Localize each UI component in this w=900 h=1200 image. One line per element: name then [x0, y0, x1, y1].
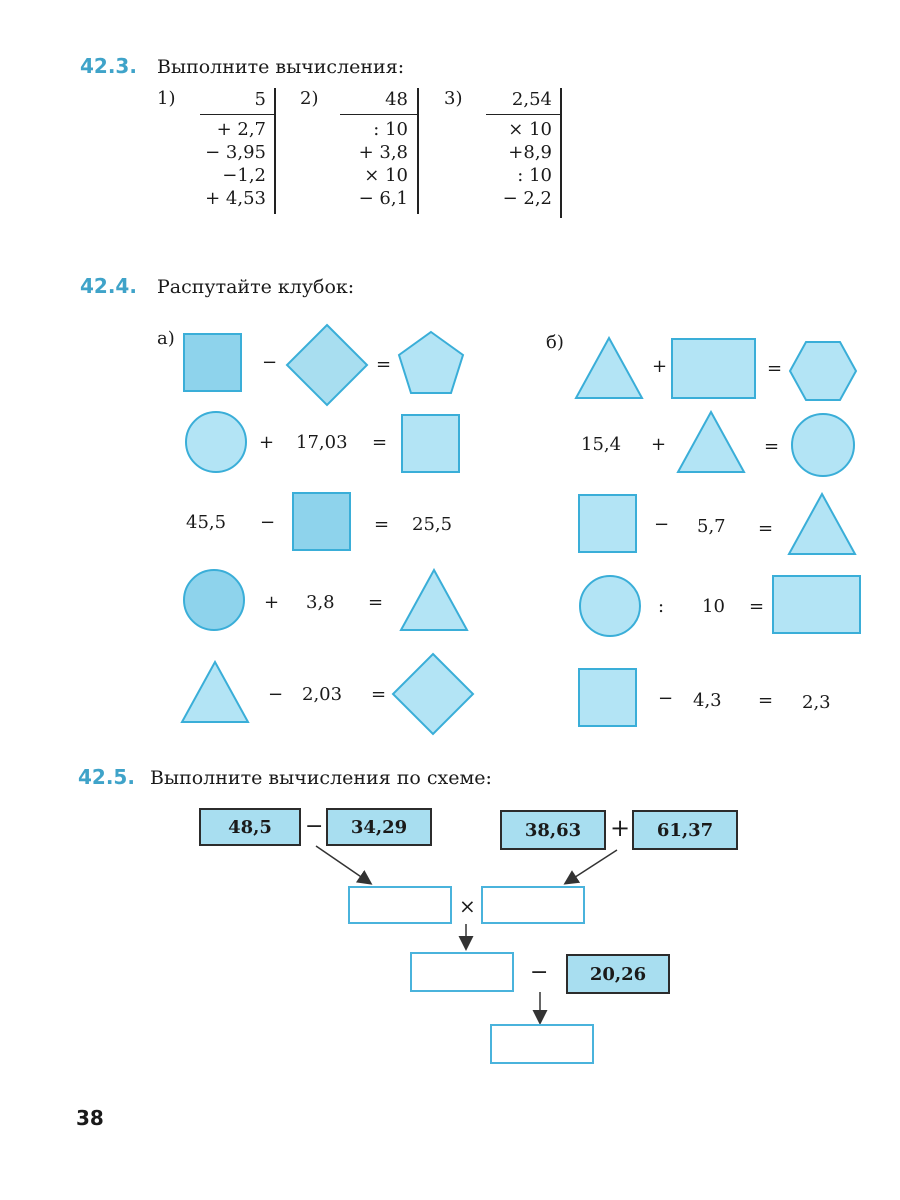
number-value: 15,4: [581, 434, 622, 455]
exercise-title-42-5: Выполните вычисления по схеме:: [150, 767, 492, 789]
equals-sign: =: [372, 432, 388, 453]
plus-sign: +: [610, 814, 631, 842]
exercise-title-42-4: Распутайте клубок:: [157, 276, 355, 298]
op-line: − 3,95: [205, 142, 266, 163]
operator-sign: −: [654, 514, 670, 535]
number-value: 10: [702, 596, 725, 617]
part-a-label: а): [157, 328, 175, 349]
operator-sign: −: [260, 512, 276, 533]
minus-sign: −: [305, 814, 324, 839]
op-line: × 10: [508, 119, 552, 140]
page-number: 38: [76, 1106, 104, 1130]
operator-sign: −: [658, 688, 674, 709]
op-line: : 10: [373, 119, 408, 140]
equals-sign: =: [749, 596, 765, 617]
column-start-3: 2,54: [511, 89, 552, 110]
operator-sign: +: [651, 434, 667, 455]
operator-sign: −: [262, 352, 278, 373]
equals-sign: =: [767, 358, 783, 379]
answer-box-result[interactable]: [490, 1024, 594, 1064]
equals-sign: =: [376, 354, 392, 375]
operator-sign: +: [259, 432, 275, 453]
op-line: +8,9: [508, 142, 552, 163]
value-box-a2: 34,29: [326, 808, 432, 846]
exercise-number-42-4: 42.4.: [80, 274, 137, 298]
value-box-a1: 48,5: [199, 808, 301, 846]
number-value: 4,3: [693, 690, 722, 711]
answer-box-product-right[interactable]: [481, 886, 585, 924]
op-line: + 4,53: [205, 188, 266, 209]
multiply-sign: ×: [459, 894, 476, 918]
equals-sign: =: [374, 514, 390, 535]
number-value: 2,3: [802, 692, 831, 713]
equals-sign: =: [371, 684, 387, 705]
minus-sign: −: [530, 960, 549, 985]
operator-sign: +: [264, 592, 280, 613]
operator-sign: :: [658, 596, 665, 617]
exercise-title-42-3: Выполните вычисления:: [157, 56, 405, 78]
op-line: −1,2: [222, 165, 266, 186]
column-start-2: 48: [385, 89, 408, 110]
op-line: × 10: [364, 165, 408, 186]
column-label-2: 2): [300, 88, 319, 109]
column-start-1: 5: [254, 89, 266, 110]
exercise-number-42-5: 42.5.: [78, 765, 135, 789]
number-value: 3,8: [306, 592, 335, 613]
op-line: − 2,2: [502, 188, 552, 209]
equals-sign: =: [758, 690, 774, 711]
operator-sign: +: [652, 356, 668, 377]
column-label-1: 1): [157, 88, 176, 109]
number-value: 17,03: [296, 432, 348, 453]
op-line: − 6,1: [358, 188, 408, 209]
exercise-number-42-3: 42.3.: [80, 54, 137, 78]
answer-box-product[interactable]: [410, 952, 514, 992]
answer-box-product-left[interactable]: [348, 886, 452, 924]
value-box-c: 20,26: [566, 954, 670, 994]
equals-sign: =: [368, 592, 384, 613]
equals-sign: =: [758, 518, 774, 539]
op-line: + 3,8: [358, 142, 408, 163]
number-value: 2,03: [302, 684, 343, 705]
op-line: + 2,7: [216, 119, 266, 140]
column-label-3: 3): [444, 88, 463, 109]
value-box-b2: 61,37: [632, 810, 738, 850]
equals-sign: =: [764, 436, 780, 457]
part-b-label: б): [546, 332, 564, 353]
op-line: : 10: [517, 165, 552, 186]
number-value: 25,5: [412, 514, 453, 535]
operator-sign: −: [268, 684, 284, 705]
number-value: 5,7: [697, 516, 726, 537]
value-box-b1: 38,63: [500, 810, 606, 850]
number-value: 45,5: [186, 512, 227, 533]
